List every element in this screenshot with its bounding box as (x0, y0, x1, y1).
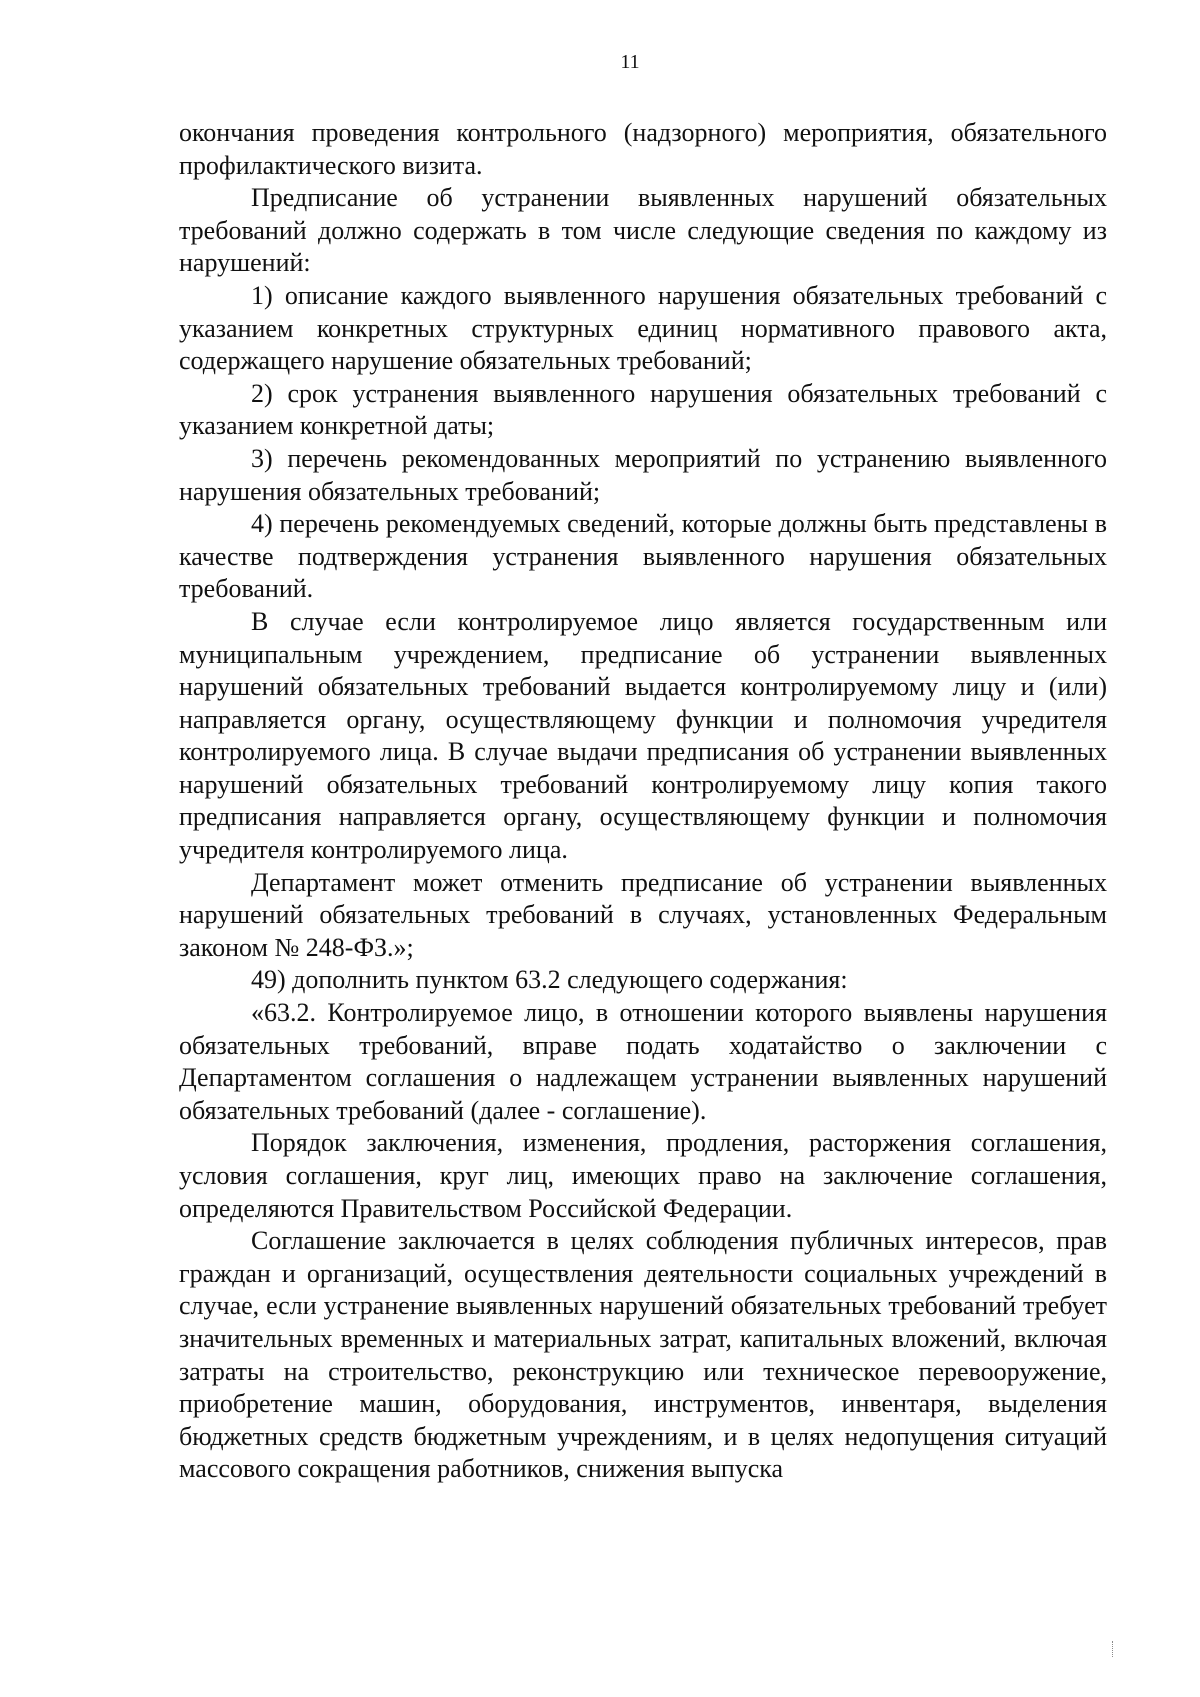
list-item-4: 4) перечень рекомендуемых сведений, которые должны быть представлены в качестве подтверждения устранения выявленного нарушения обязательных требований. (179, 509, 1107, 604)
list-item-3: 3) перечень рекомендованных мероприятий по устранению выявленного нарушения обязательных требований; (179, 443, 1107, 506)
paragraph-agreement-procedure: Порядок заключения, изменения, продления, расторжения соглашения, условия соглашения, круг лиц, имеющих право на заключение соглашения, определяются Правительством Российской Федерации. (179, 1128, 1107, 1223)
paragraph-cancellation: Департамент может отменить предписание об устранении выявленных нарушений обязательных требований в случаях, установленных Федеральным законом № 248-ФЗ.»; (179, 867, 1107, 962)
list-item-2: 2) срок устранения выявленного нарушения обязательных требований с указанием конкретной даты; (179, 378, 1107, 441)
paragraph-amendment-49: 49) дополнить пунктом 63.2 следующего содержания: (251, 965, 848, 995)
list-item-1: 1) описание каждого выявленного нарушения обязательных требований с указанием конкретных структурных единиц нормативного правового акта, содержащего нарушение обязательных требований; (179, 280, 1107, 376)
paragraph-clause-63-2: «63.2. Контролируемое лицо, в отношении которого выявлены нарушения обязательных требований, вправе подать ходатайство о заключении с Департаментом соглашения о надлежащем устранении выявленных нарушений обязательных требований (далее - соглашение). (179, 998, 1107, 1125)
scan-artifact (1112, 1641, 1115, 1657)
paragraph-agreement-purpose: Соглашение заключается в целях соблюдения публичных интересов, прав граждан и организаций, осуществления деятельности социальных учреждений в случае, если устранение выявленных нарушений обязательных требований требует значительных временных и материальных затрат, капитальных вложений, включая затраты на строительство, реконструкцию или техническое перевооружение, приобретение машин, оборудования, инструментов, инвентаря, выделения бюджетных средств бюджетным учреждениям, и в целях недопущения ситуаций массового сокращения работников, снижения выпуска (179, 1226, 1107, 1484)
page-number: 11 (620, 51, 640, 73)
paragraph-prescription-contents: Предписание об устранении выявленных нарушений обязательных требований должно содержать в том числе следующие сведения по каждому из нарушений: (179, 183, 1107, 278)
document-body (179, 117, 1107, 1486)
paragraph-continuation: окончания проведения контрольного (надзорного) мероприятия, обязательного профилактического визита. (179, 118, 1107, 180)
paragraph-state-institution: В случае если контролируемое лицо является государственным или муниципальным учреждением, предписание об устранении выявленных нарушений обязательных требований выдается контролируемому лицу и (или) направляется органу, осуществляющему функции и полномочия учредителя контролируемого лица. В случае выдачи предписания об устранении выявленных нарушений обязательных требований контролируемому лицу копия такого предписания направляется органу, осуществляющему функции и полномочия учредителя контролируемого лица. (179, 606, 1107, 865)
